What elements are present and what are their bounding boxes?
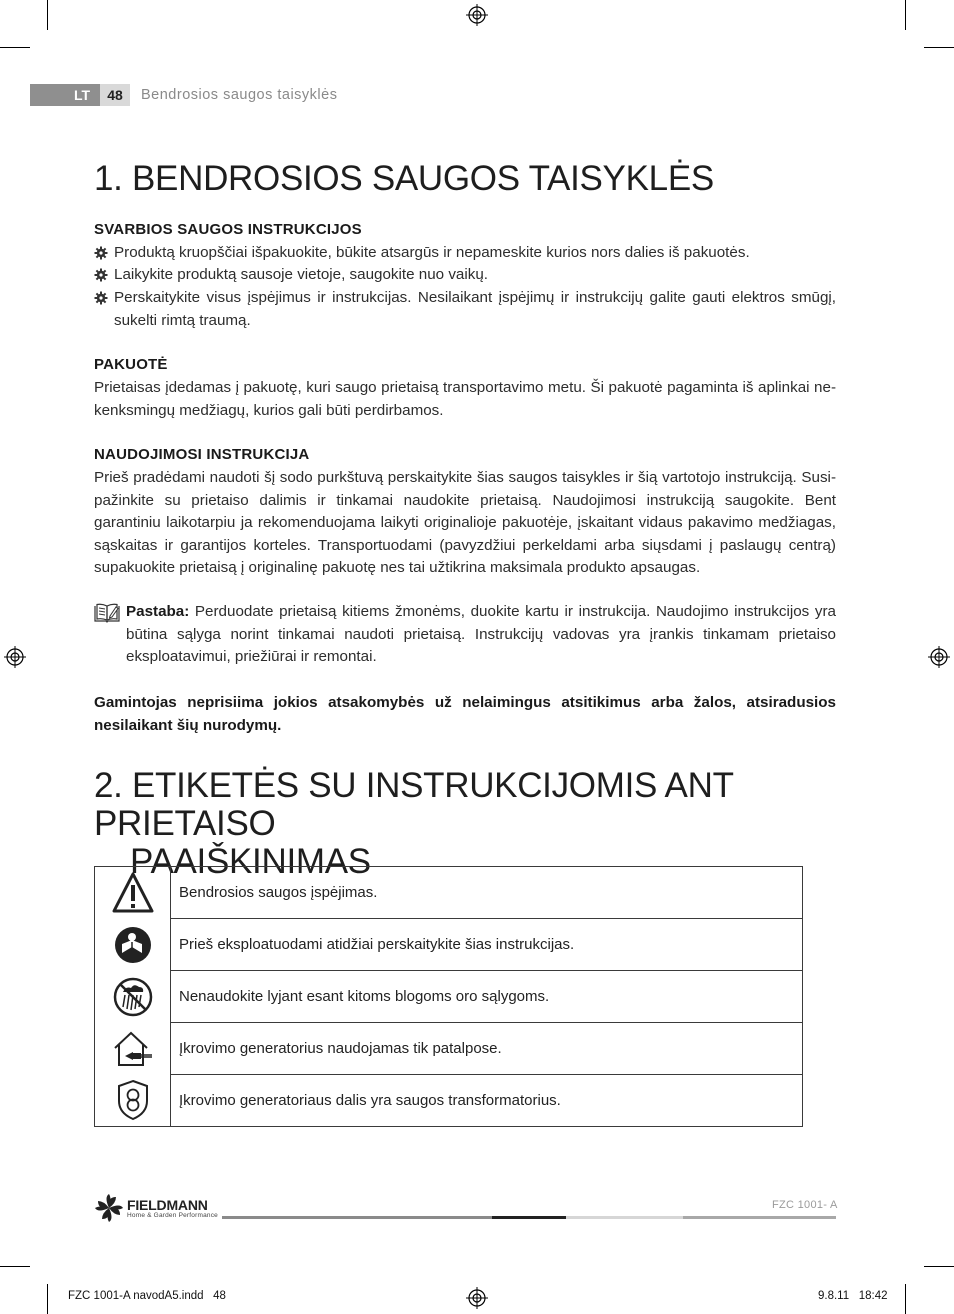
note-paragraph [126,601,836,669]
section-2-title [94,767,854,881]
registration-mark-icon [466,1287,488,1309]
model-number: FZC 1001- A [772,1199,838,1211]
slug-date: 9.8.11 18:42 [818,1290,888,1302]
symbol-description: Bendrosios saugos įspėjimas. [171,867,803,919]
usage-heading: NAUDOJIMOSI INSTRUKCIJA [94,446,310,463]
table-row [95,971,803,1023]
table-row [95,1075,803,1127]
safety-transformer-icon [116,1079,150,1121]
running-header: Bendrosios saugos taisyklės [141,87,338,103]
list-item-text: Produktą kruopščiai išpakuokite, būkite atsargūs ir nepameskite kurios nors dalies iš pakuotės. [114,244,750,261]
symbol-description: Prieš eksploatuodami atidžiai perskaitykite šias instrukcijas. [171,919,803,971]
symbol-cell [95,919,171,971]
crop-mark [0,47,30,48]
fieldmann-logo-icon [94,1193,124,1223]
usage-text: Prieš pradėdami naudoti šį sodo purkštuvą perskaitykite šias saugos taisykles ir šią vartotojo instrukciją. Susipažinkite su prietaiso dalimis ir tinkamai naudokite prietaisą. Naudojimosi instrukciją saugokite. Bent garantiniu laikotarpiu ja rekomenduojama laikyti originalioje pakuotėje, įskaitant vidaus pakavimo medžiagas, sąskaitas ir garantijos korteles. Transportuodami (pavyzdžiui perkeldami arba siųsdami į paslaugų centrą) supakuokite prietaisą į originalinę pakuotę nes tai užtikrina maksimala produkto apsaugas. [94,469,836,576]
registration-mark-icon [466,4,488,26]
symbol-cell [95,1023,171,1075]
footer-bar [683,1216,836,1219]
section-2-title-line2: PAAIŠKINIMAS [130,842,371,881]
symbol-cell [95,1075,171,1127]
language-code: LT [73,87,91,103]
no-rain-icon [112,976,154,1018]
symbol-description: Įkrovimo generatoriaus dalis yra saugos transformatorius. [171,1075,803,1127]
crop-mark [47,1284,48,1314]
section-1-title: 1. BENDROSIOS SAUGOS TAISYKLĖS [94,159,714,198]
list-item [94,242,836,265]
list-item [94,264,836,287]
gear-bullet-icon [94,268,108,282]
gear-bullet-icon [94,246,108,260]
list-item [94,287,836,332]
crop-mark [924,1266,954,1267]
important-instructions-heading: SVARBIOS SAUGOS INSTRUKCIJOS [94,221,362,238]
brand-tagline: Home & Garden Performance [127,1212,218,1219]
symbol-description: Nenaudokite lyjant esant kitoms blogoms oro sąlygoms. [171,971,803,1023]
symbol-cell [95,971,171,1023]
packaging-text: Prietaisas įdedamas į pakuotę, kuri saugo prietaisą transportavimo metu. Ši pakuotė pagaminta iš aplinkai nekenksmingų medžiagų, kurios gali būti perdirbamos. [94,379,836,419]
registration-mark-icon [928,646,950,668]
list-item-text: Laikykite produktą sausoje vietoje, saugokite nuo vaikų. [114,266,489,283]
table-row [95,919,803,971]
crop-mark [47,0,48,30]
crop-mark [924,47,954,48]
list-item-text: Perskaitykite visus įspėjimus ir instrukcijas. Nesilaikant įspėjimų ir instrukcijų galite gauti elektros smūgį, sukelti rimtą traumą. [114,289,836,329]
table-row [95,1023,803,1075]
crop-mark [905,0,906,30]
brand-name: FIELDMANN [127,1197,208,1213]
disclaimer: Gamintojas neprisiima jokios atsakomybės už nelaimingus atsitikimus arba žalos, atsiradusios nesilaikant šių nurodymų. [94,694,836,734]
crop-mark [905,1284,906,1314]
packaging-heading: PAKUOTĖ [94,356,168,373]
symbol-cell [95,867,171,919]
page-number: 48 [100,84,130,106]
section-2-title-line1: 2. ETIKETĖS SU INSTRUKCIJOMIS ANT PRIETAISO [94,766,734,843]
slug-filename: FZC 1001-A navodA5.indd 48 [68,1290,226,1302]
gear-bullet-icon [94,291,108,305]
registration-mark-icon [4,646,26,668]
indoor-use-icon [111,1030,155,1068]
footer-bar [566,1216,683,1219]
crop-mark [0,1266,30,1267]
symbol-description: Įkrovimo generatorius naudojamas tik patalpose. [171,1023,803,1075]
read-manual-icon [113,925,153,965]
footer-bar [222,1216,492,1219]
table-row [95,867,803,919]
footer-bar [492,1216,566,1219]
open-book-note-icon [94,603,120,623]
note-text: Perduodate prietaisą kitiems žmonėms, duokite kartu ir instrukcija. Naudojimo instrukcijos yra būtina sąlyga norint tinkamai naudoti prietaisą. Instrukcijų vadovas yra įrankis tinkamam prietaiso eksploatavimui, priežiūrai ir remontai. [126,603,836,665]
warning-triangle-icon [111,871,155,915]
symbols-table [94,866,803,1127]
note-label: Pastaba: [126,603,190,620]
